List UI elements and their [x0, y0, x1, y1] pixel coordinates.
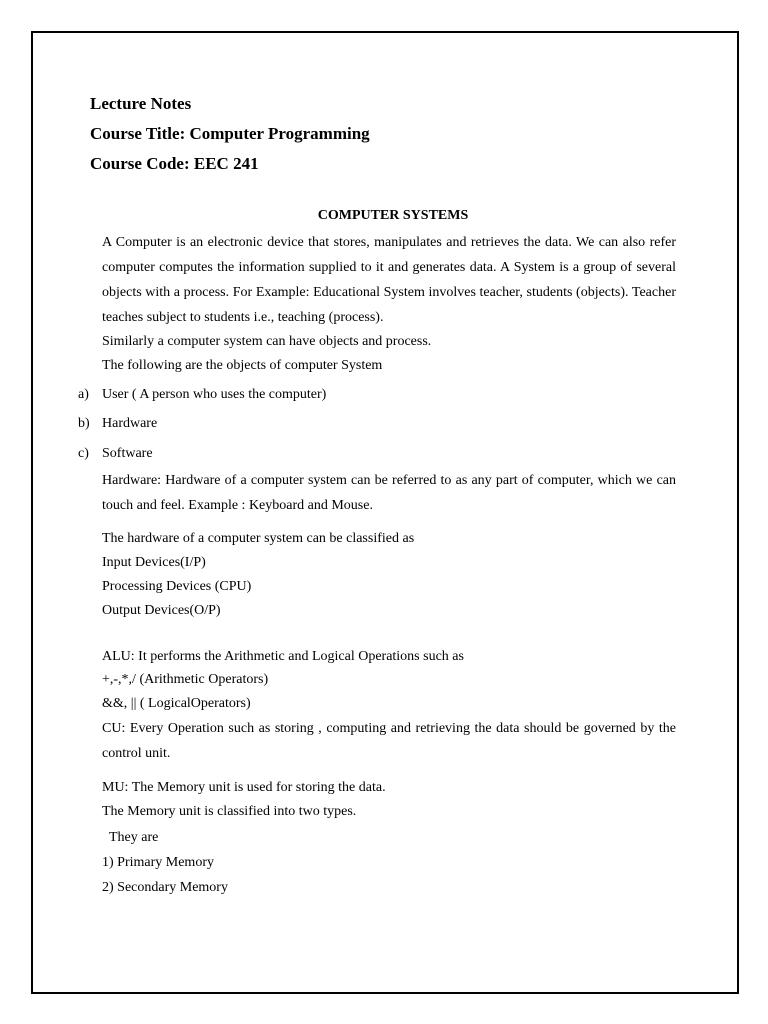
list-marker-a: a): [78, 387, 89, 402]
similarly-line: Similarly a computer system can have objects and process.: [102, 334, 432, 349]
lecture-notes-heading: Lecture Notes: [90, 94, 192, 113]
mu-line: MU: The Memory unit is used for storing the data.: [102, 780, 386, 795]
classification-processing: Processing Devices (CPU): [102, 579, 252, 594]
hardware-paragraph: Hardware: Hardware of a computer system can be referred to as any part of computer, which we can touch and feel. Example : Keyboard and Mouse.: [102, 473, 676, 513]
following-line: The following are the objects of computer System: [102, 358, 383, 373]
classified-intro-line: The hardware of a computer system can be classified as: [102, 531, 415, 546]
alu-line: ALU: It performs the Arithmetic and Logical Operations such as: [102, 649, 464, 664]
intro-paragraph: A Computer is an electronic device that stores, manipulates and retrieves the data. We can also refer computer computes the information supplied to it and generates data. A System is a group of several objects with a process. For Example: Educational System involves teacher, students (objects). Teacher teaches subject to students i.e., teaching (process).: [102, 235, 676, 325]
list-item-user: User ( A person who uses the computer): [102, 387, 327, 402]
logical-operators-line: &&, || ( LogicalOperators): [102, 696, 251, 711]
course-title-heading: Course Title: Computer Programming: [90, 124, 370, 143]
course-code-heading: Course Code: EEC 241: [90, 154, 259, 173]
primary-memory-line: 1) Primary Memory: [102, 855, 214, 870]
mu-types-line: The Memory unit is classified into two types.: [102, 804, 357, 819]
they-are-line: They are: [109, 830, 159, 845]
classification-output: Output Devices(O/P): [102, 603, 221, 618]
arithmetic-operators-line: +,-,*,/ (Arithmetic Operators): [102, 672, 269, 687]
list-marker-c: c): [78, 446, 89, 461]
cu-paragraph: CU: Every Operation such as storing , computing and retrieving the data should be governed by the control unit.: [102, 721, 676, 761]
secondary-memory-line: 2) Secondary Memory: [102, 880, 228, 895]
list-marker-b: b): [78, 416, 90, 431]
list-item-software: Software: [102, 446, 153, 461]
list-item-hardware: Hardware: [102, 416, 158, 431]
classification-input: Input Devices(I/P): [102, 555, 206, 570]
section-title: COMPUTER SYSTEMS: [317, 208, 469, 223]
